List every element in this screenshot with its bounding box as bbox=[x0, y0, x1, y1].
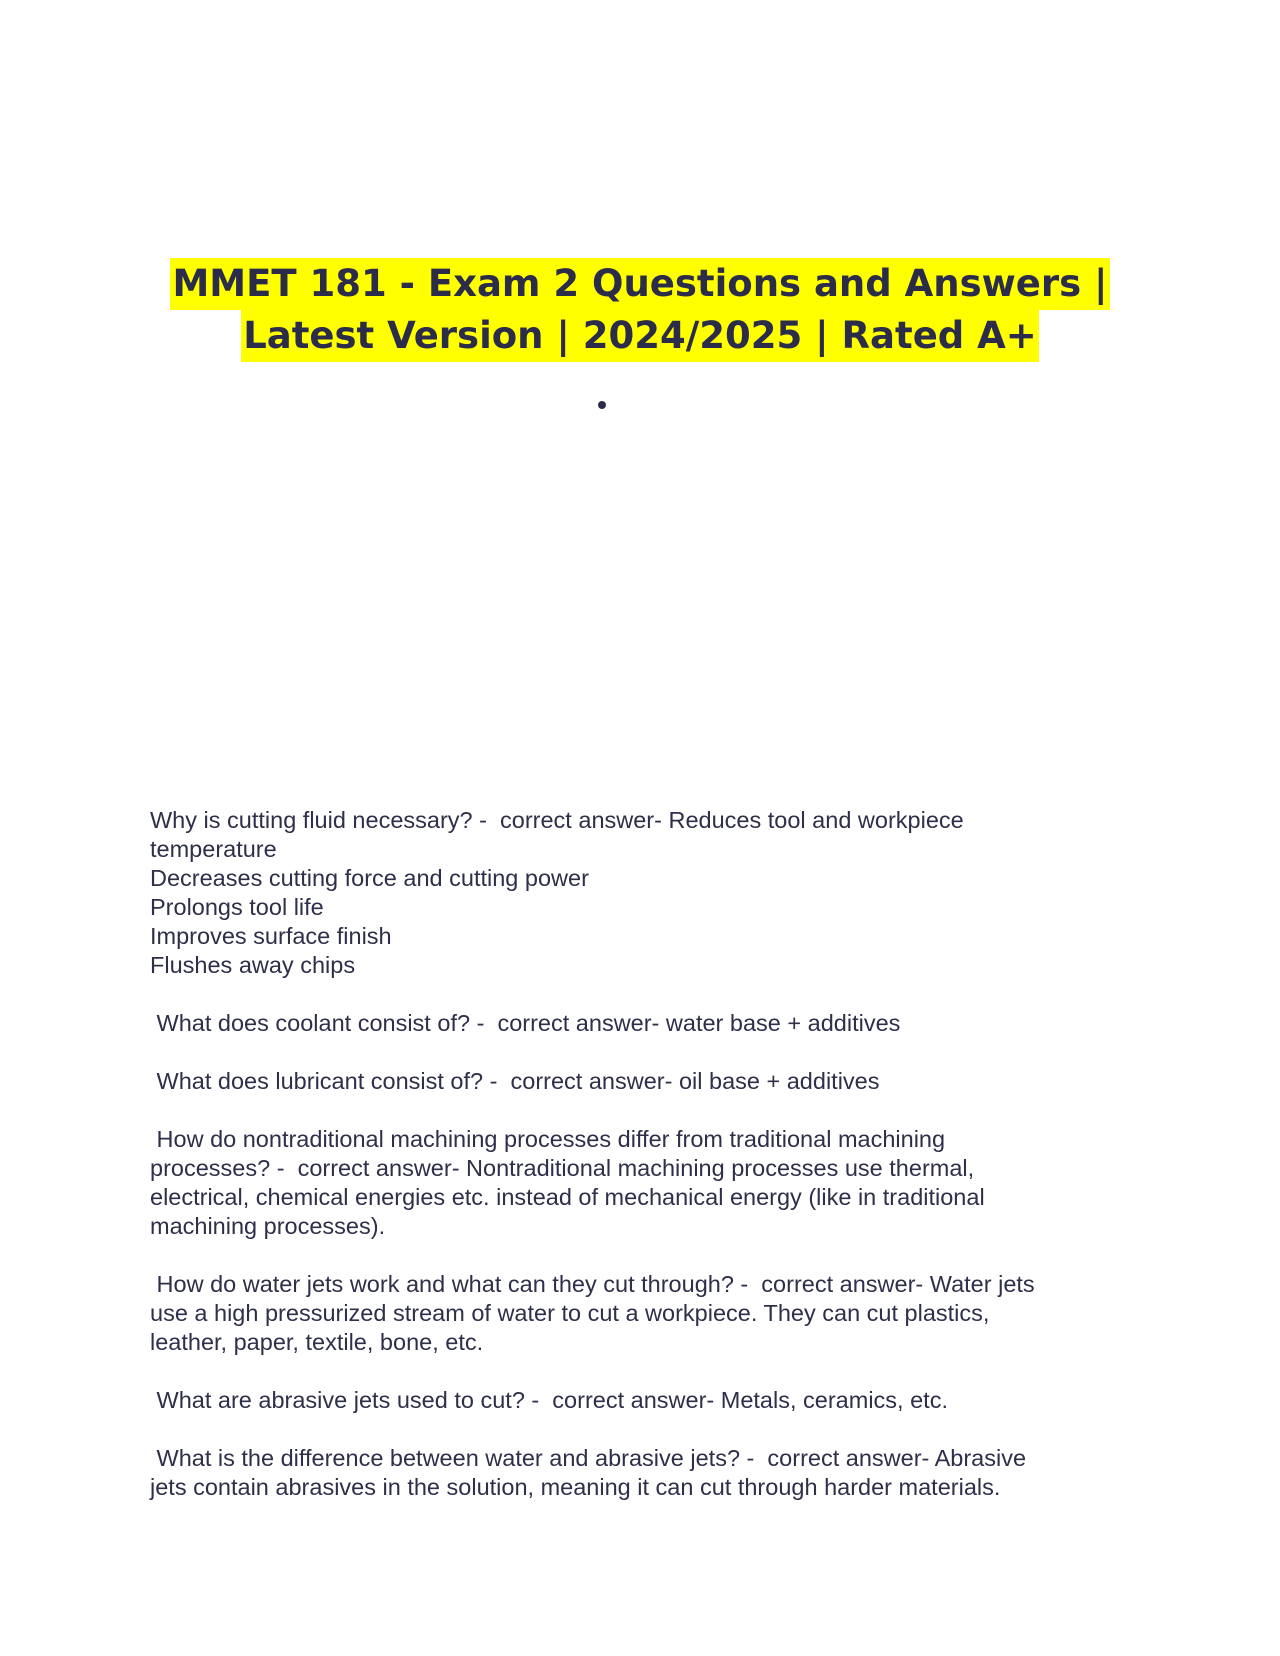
qa-line: processes? - correct answer- Nontraditional machining processes use thermal, bbox=[150, 1155, 975, 1181]
qa-item bbox=[150, 1067, 1110, 1096]
qa-line: Flushes away chips bbox=[150, 952, 356, 978]
qa-list bbox=[150, 806, 1110, 1502]
qa-line: Decreases cutting force and cutting power bbox=[150, 865, 589, 891]
qa-item bbox=[150, 1125, 1110, 1241]
qa-line: electrical, chemical energies etc. instead of mechanical energy (like in traditional bbox=[150, 1184, 985, 1210]
bullet-dot bbox=[598, 401, 606, 409]
qa-line: What does lubricant consist of? - correct answer- oil base + additives bbox=[150, 1068, 880, 1094]
qa-item bbox=[150, 1386, 1110, 1415]
qa-line: What is the difference between water and abrasive jets? - correct answer- Abrasive bbox=[150, 1445, 1027, 1471]
title-line-1: MMET 181 - Exam 2 Questions and Answers | bbox=[170, 258, 1109, 310]
qa-item bbox=[150, 1009, 1110, 1038]
qa-line: Improves surface finish bbox=[150, 923, 392, 949]
title-line-2: Latest Version | 2024/2025 | Rated A+ bbox=[241, 310, 1039, 362]
qa-line: How do water jets work and what can they cut through? - correct answer- Water jets bbox=[150, 1271, 1035, 1297]
qa-line: Prolongs tool life bbox=[150, 894, 324, 920]
qa-item bbox=[150, 1270, 1110, 1357]
qa-line: Why is cutting fluid necessary? - correct answer- Reduces tool and workpiece bbox=[150, 807, 964, 833]
qa-line: How do nontraditional machining processes differ from traditional machining bbox=[150, 1126, 946, 1152]
document-title bbox=[0, 258, 1280, 362]
qa-line: jets contain abrasives in the solution, meaning it can cut through harder materials. bbox=[150, 1474, 1001, 1500]
qa-line: machining processes). bbox=[150, 1213, 386, 1239]
qa-item bbox=[150, 1444, 1110, 1502]
qa-line: use a high pressurized stream of water to cut a workpiece. They can cut plastics, bbox=[150, 1300, 990, 1326]
qa-line: leather, paper, textile, bone, etc. bbox=[150, 1329, 484, 1355]
qa-line: What are abrasive jets used to cut? - correct answer- Metals, ceramics, etc. bbox=[150, 1387, 948, 1413]
qa-line: temperature bbox=[150, 836, 277, 862]
qa-item bbox=[150, 806, 1110, 980]
qa-line: What does coolant consist of? - correct answer- water base + additives bbox=[150, 1010, 901, 1036]
